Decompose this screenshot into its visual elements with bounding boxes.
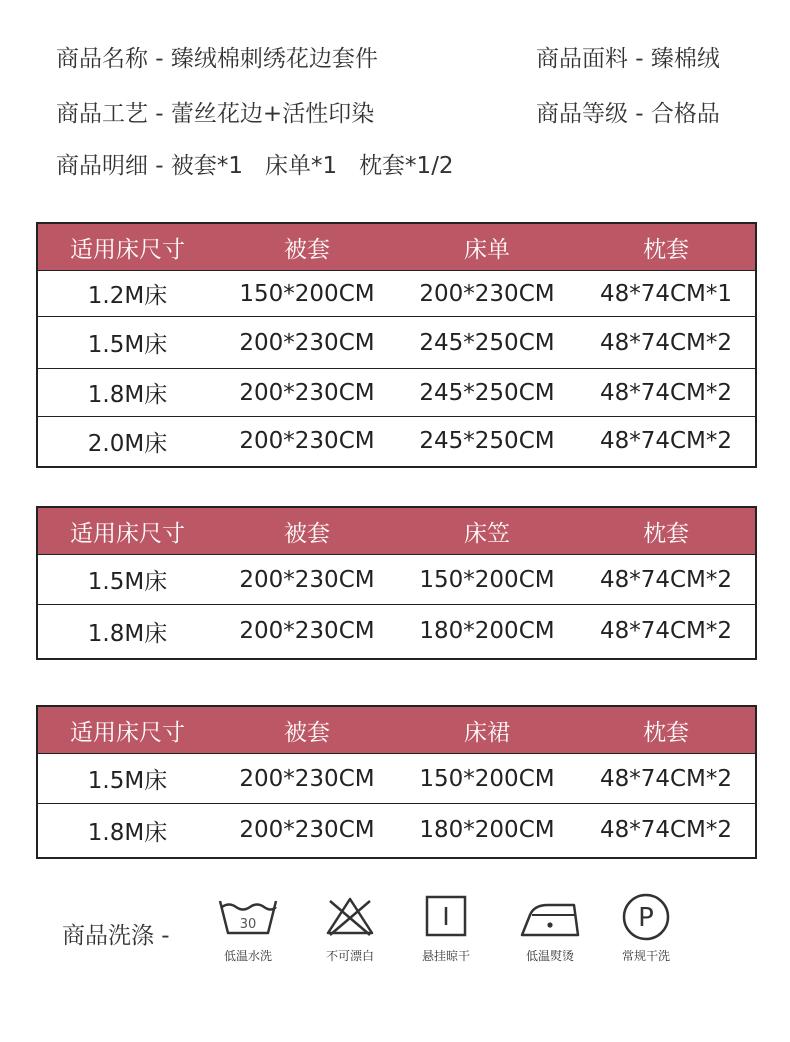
care-item-bleach — [305, 893, 395, 964]
table-row — [37, 271, 756, 317]
cell-pillowcase: 48*74CM*2 — [577, 605, 756, 659]
low-iron-icon — [518, 893, 582, 939]
header-duvet-cover: 被套 — [217, 223, 397, 271]
care-item-dryclean — [601, 893, 691, 964]
hang-dry-icon — [422, 893, 470, 939]
cell-pillowcase: 48*74CM*1 — [577, 271, 756, 317]
cell-bed-sheet: 245*250CM — [397, 369, 577, 417]
wash-temp-label: 30 — [239, 917, 257, 932]
header-bed-size: 适用床尺寸 — [37, 507, 217, 555]
table-row — [37, 555, 756, 605]
no-bleach-icon — [322, 893, 378, 939]
cell-duvet-cover: 150*200CM — [217, 271, 397, 317]
header-pillowcase: 枕套 — [577, 706, 756, 754]
cell-fitted-sheet: 150*200CM — [397, 555, 577, 605]
cell-duvet-cover: 200*230CM — [217, 555, 397, 605]
product-fabric: 商品面料 - 臻棉绒 — [536, 46, 720, 72]
cell-pillowcase: 48*74CM*2 — [577, 369, 756, 417]
table-row — [37, 317, 756, 369]
product-craft: 商品工艺 - 蕾丝花边+活性印染 — [56, 101, 375, 127]
cell-bed-size: 2.0M床 — [37, 417, 217, 467]
size-table-fitted-sheet — [36, 506, 757, 660]
table-row — [37, 417, 756, 467]
cell-bed-sheet: 245*250CM — [397, 417, 577, 467]
cell-duvet-cover: 200*230CM — [217, 417, 397, 467]
care-label: 商品洗涤 - — [62, 923, 170, 949]
table-row — [37, 754, 756, 804]
table-header-row — [37, 706, 756, 754]
cell-duvet-cover: 200*230CM — [217, 754, 397, 804]
care-item-wash — [203, 893, 293, 964]
header-pillowcase: 枕套 — [577, 507, 756, 555]
product-name: 商品名称 - 臻绒棉刺绣花边套件 — [56, 46, 378, 72]
cell-bed-size: 1.8M床 — [37, 605, 217, 659]
header-bed-size: 适用床尺寸 — [37, 706, 217, 754]
product-grade: 商品等级 - 合格品 — [536, 101, 720, 127]
cell-duvet-cover: 200*230CM — [217, 605, 397, 659]
cell-bed-skirt: 180*200CM — [397, 804, 577, 858]
header-bed-skirt: 床裙 — [397, 706, 577, 754]
care-caption: 常规干洗 — [621, 949, 670, 963]
size-table-bed-skirt — [36, 705, 757, 859]
cell-pillowcase: 48*74CM*2 — [577, 317, 756, 369]
cell-bed-size: 1.8M床 — [37, 804, 217, 858]
table-row — [37, 804, 756, 858]
wash-30-icon — [216, 893, 280, 939]
cell-bed-size: 1.5M床 — [37, 555, 217, 605]
header-duvet-cover: 被套 — [217, 507, 397, 555]
cell-pillowcase: 48*74CM*2 — [577, 754, 756, 804]
cell-duvet-cover: 200*230CM — [217, 804, 397, 858]
header-bed-size: 适用床尺寸 — [37, 223, 217, 271]
header-pillowcase: 枕套 — [577, 223, 756, 271]
cell-pillowcase: 48*74CM*2 — [577, 804, 756, 858]
cell-fitted-sheet: 180*200CM — [397, 605, 577, 659]
cell-bed-size: 1.5M床 — [37, 754, 217, 804]
product-detail: 商品明细 - 被套*1 床单*1 枕套*1/2 — [56, 153, 454, 179]
header-fitted-sheet: 床笠 — [397, 507, 577, 555]
cell-duvet-cover: 200*230CM — [217, 317, 397, 369]
cell-bed-sheet: 200*230CM — [397, 271, 577, 317]
cell-duvet-cover: 200*230CM — [217, 369, 397, 417]
care-caption: 悬挂晾干 — [421, 949, 470, 963]
header-duvet-cover: 被套 — [217, 706, 397, 754]
cell-pillowcase: 48*74CM*2 — [577, 417, 756, 467]
table-header-row — [37, 507, 756, 555]
table-row — [37, 369, 756, 417]
cell-pillowcase: 48*74CM*2 — [577, 555, 756, 605]
cell-bed-size: 1.5M床 — [37, 317, 217, 369]
header-bed-sheet: 床单 — [397, 223, 577, 271]
cell-bed-size: 1.8M床 — [37, 369, 217, 417]
size-table-sheet — [36, 222, 757, 468]
care-item-dry — [401, 893, 491, 964]
dry-clean-letter: P — [638, 903, 654, 933]
dry-clean-icon — [619, 893, 673, 943]
care-caption: 低温熨烫 — [525, 949, 574, 963]
cell-bed-skirt: 150*200CM — [397, 754, 577, 804]
care-item-iron — [505, 893, 595, 964]
care-caption: 低温水洗 — [223, 949, 272, 963]
cell-bed-size: 1.2M床 — [37, 271, 217, 317]
table-row — [37, 605, 756, 659]
table-header-row — [37, 223, 756, 271]
care-caption: 不可漂白 — [325, 949, 374, 963]
cell-bed-sheet: 245*250CM — [397, 317, 577, 369]
